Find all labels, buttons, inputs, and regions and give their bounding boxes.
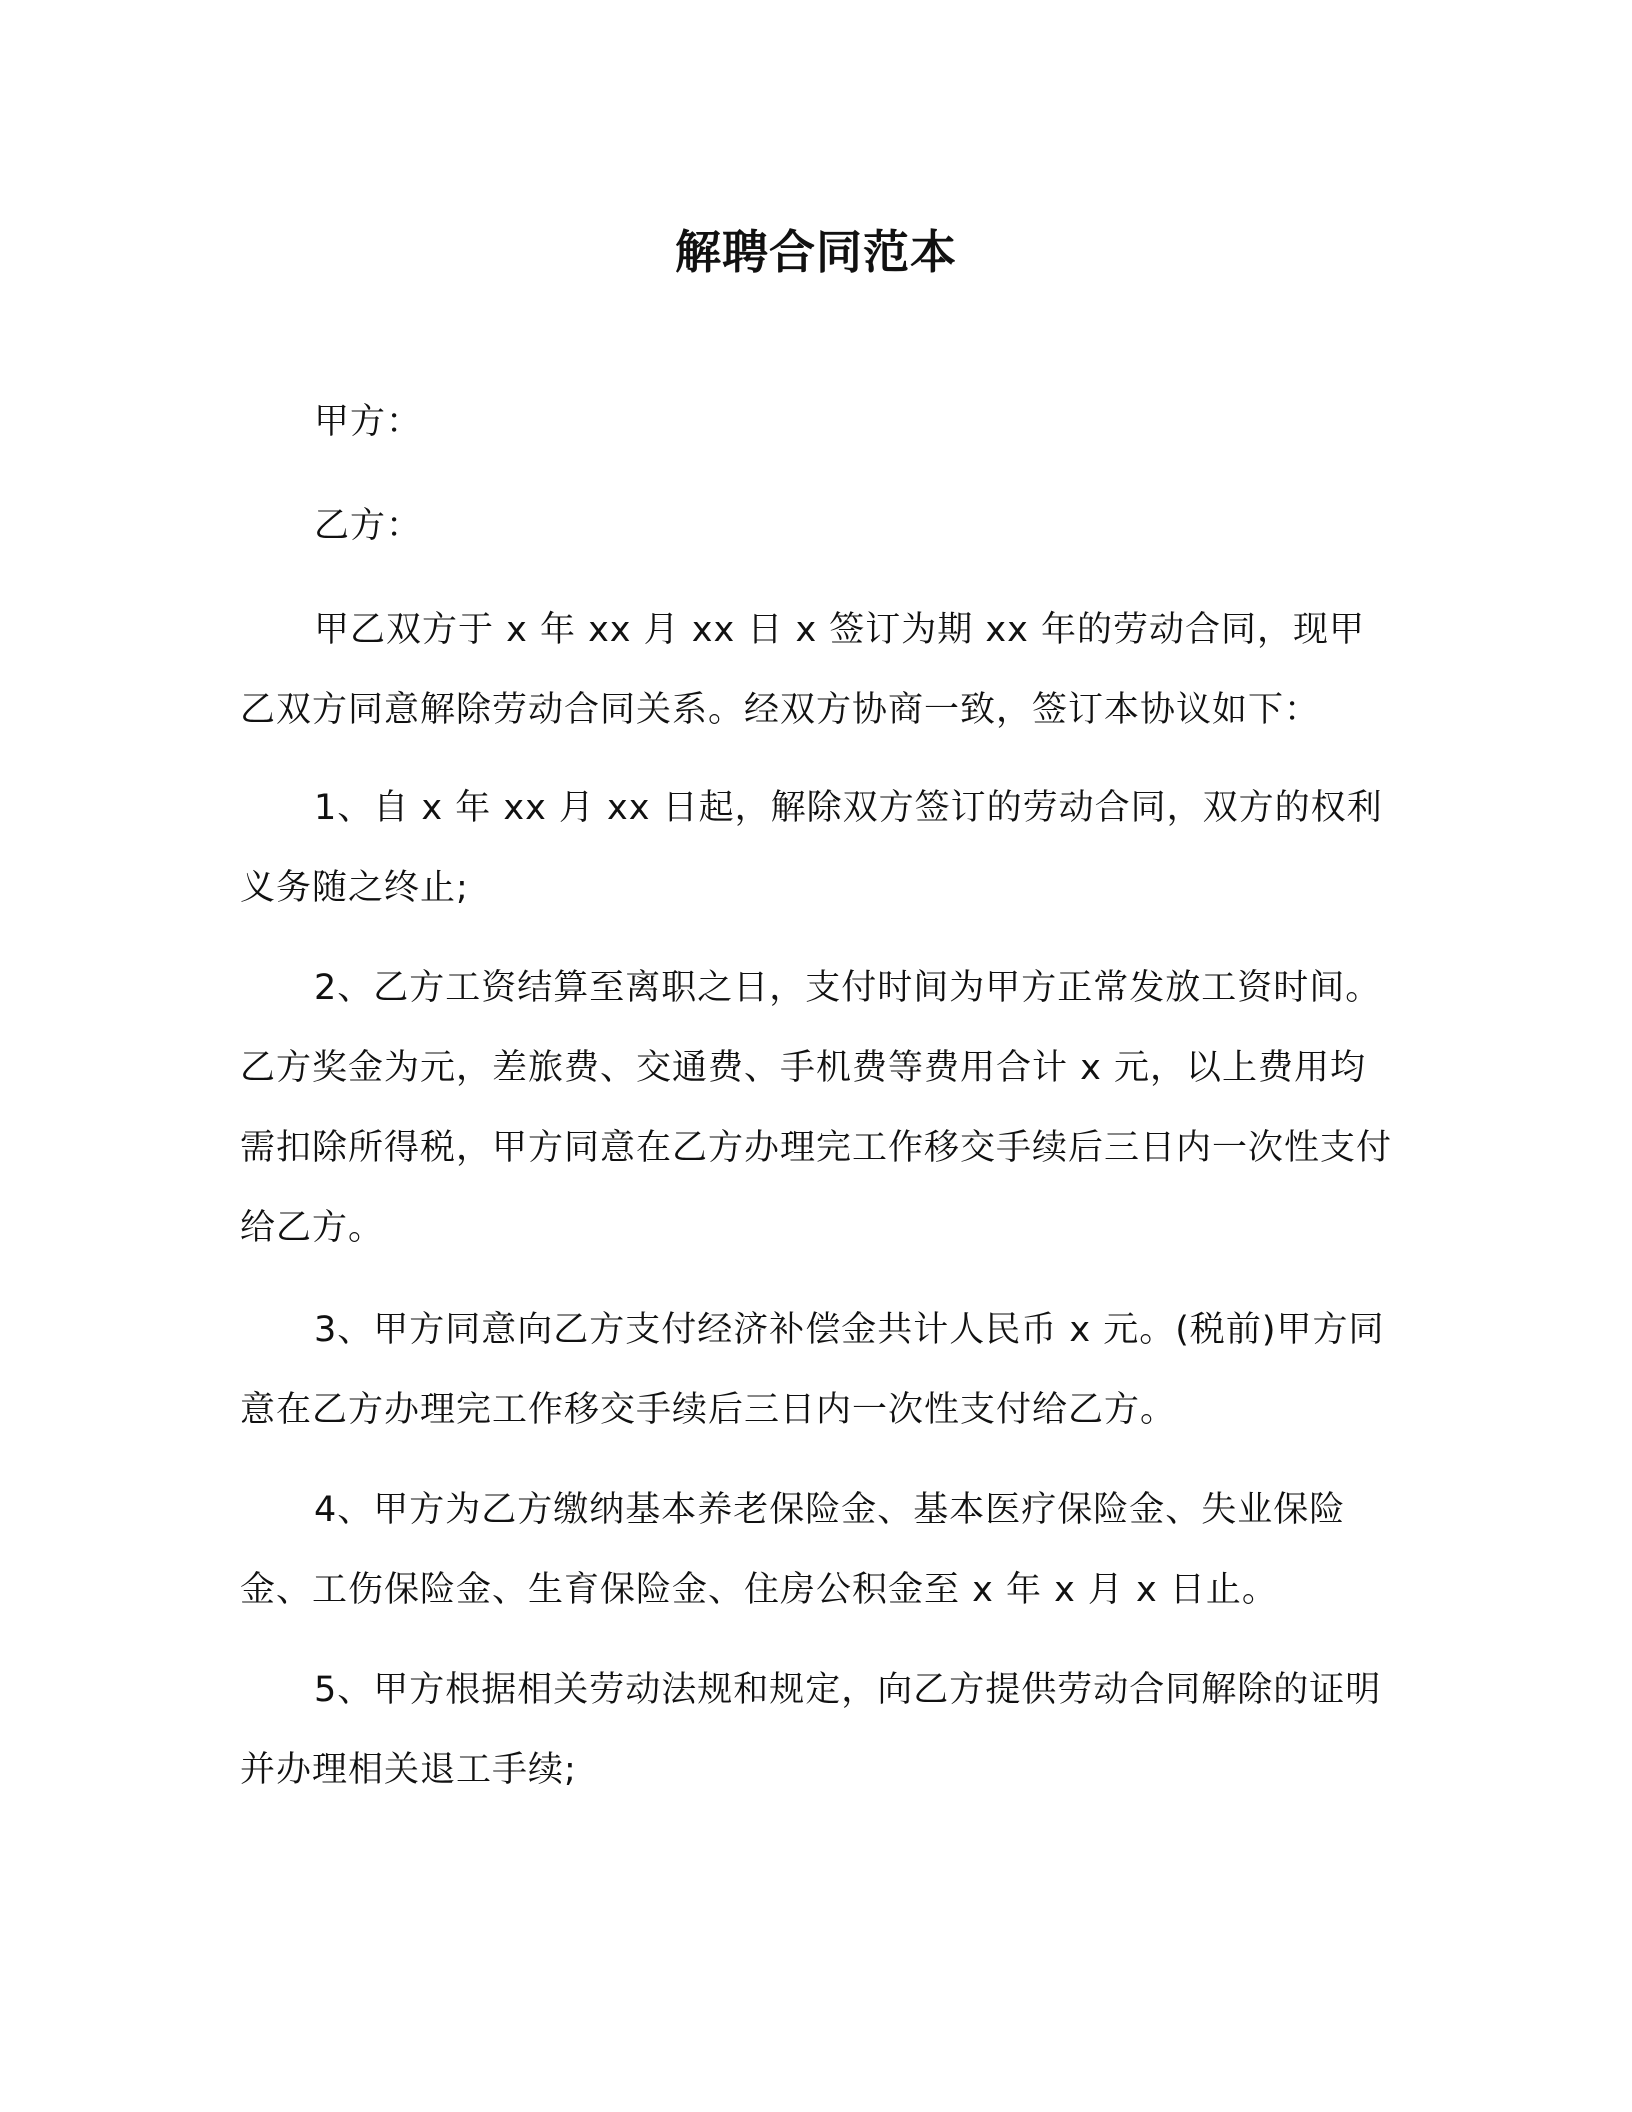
party-a-label: 甲方： <box>314 402 423 442</box>
clause-4: 4、甲方为乙方缴纳基本养老保险金、基本医疗保险金、失业保险金、工伤保险金、生育保险金、住房公积金至 x 年 x 月 x 日止。 <box>240 1490 1346 1610</box>
clause-1: 1、自 x 年 xx 月 xx 日起，解除双方签订的劳动合同，双方的权利义务随之终止; <box>240 788 1383 908</box>
document-title: 解聘合同范本 <box>675 225 957 279</box>
clause-3: 3、甲方同意向乙方支付经济补偿金共计人民币 x 元。(税前)甲方同意在乙方办理完工作移交手续后三日内一次性支付给乙方。 <box>240 1310 1385 1430</box>
intro-paragraph: 甲乙双方于 x 年 xx 月 xx 日 x 签订为期 xx 年的劳动合同，现甲乙双方同意解除劳动合同关系。经双方协商一致，签订本协议如下： <box>240 610 1365 730</box>
clause-2: 2、乙方工资结算至离职之日，支付时间为甲方正常发放工资时间。乙方奖金为元，差旅费、交通费、手机费等费用合计 x 元，以上费用均需扣除所得税，甲方同意在乙方办理完工作移交手续后三日内一次性支付给乙方。 <box>240 968 1393 1248</box>
clause-5: 5、甲方根据相关劳动法规和规定，向乙方提供劳动合同解除的证明并办理相关退工手续; <box>240 1670 1382 1790</box>
party-b-label: 乙方： <box>314 506 423 546</box>
